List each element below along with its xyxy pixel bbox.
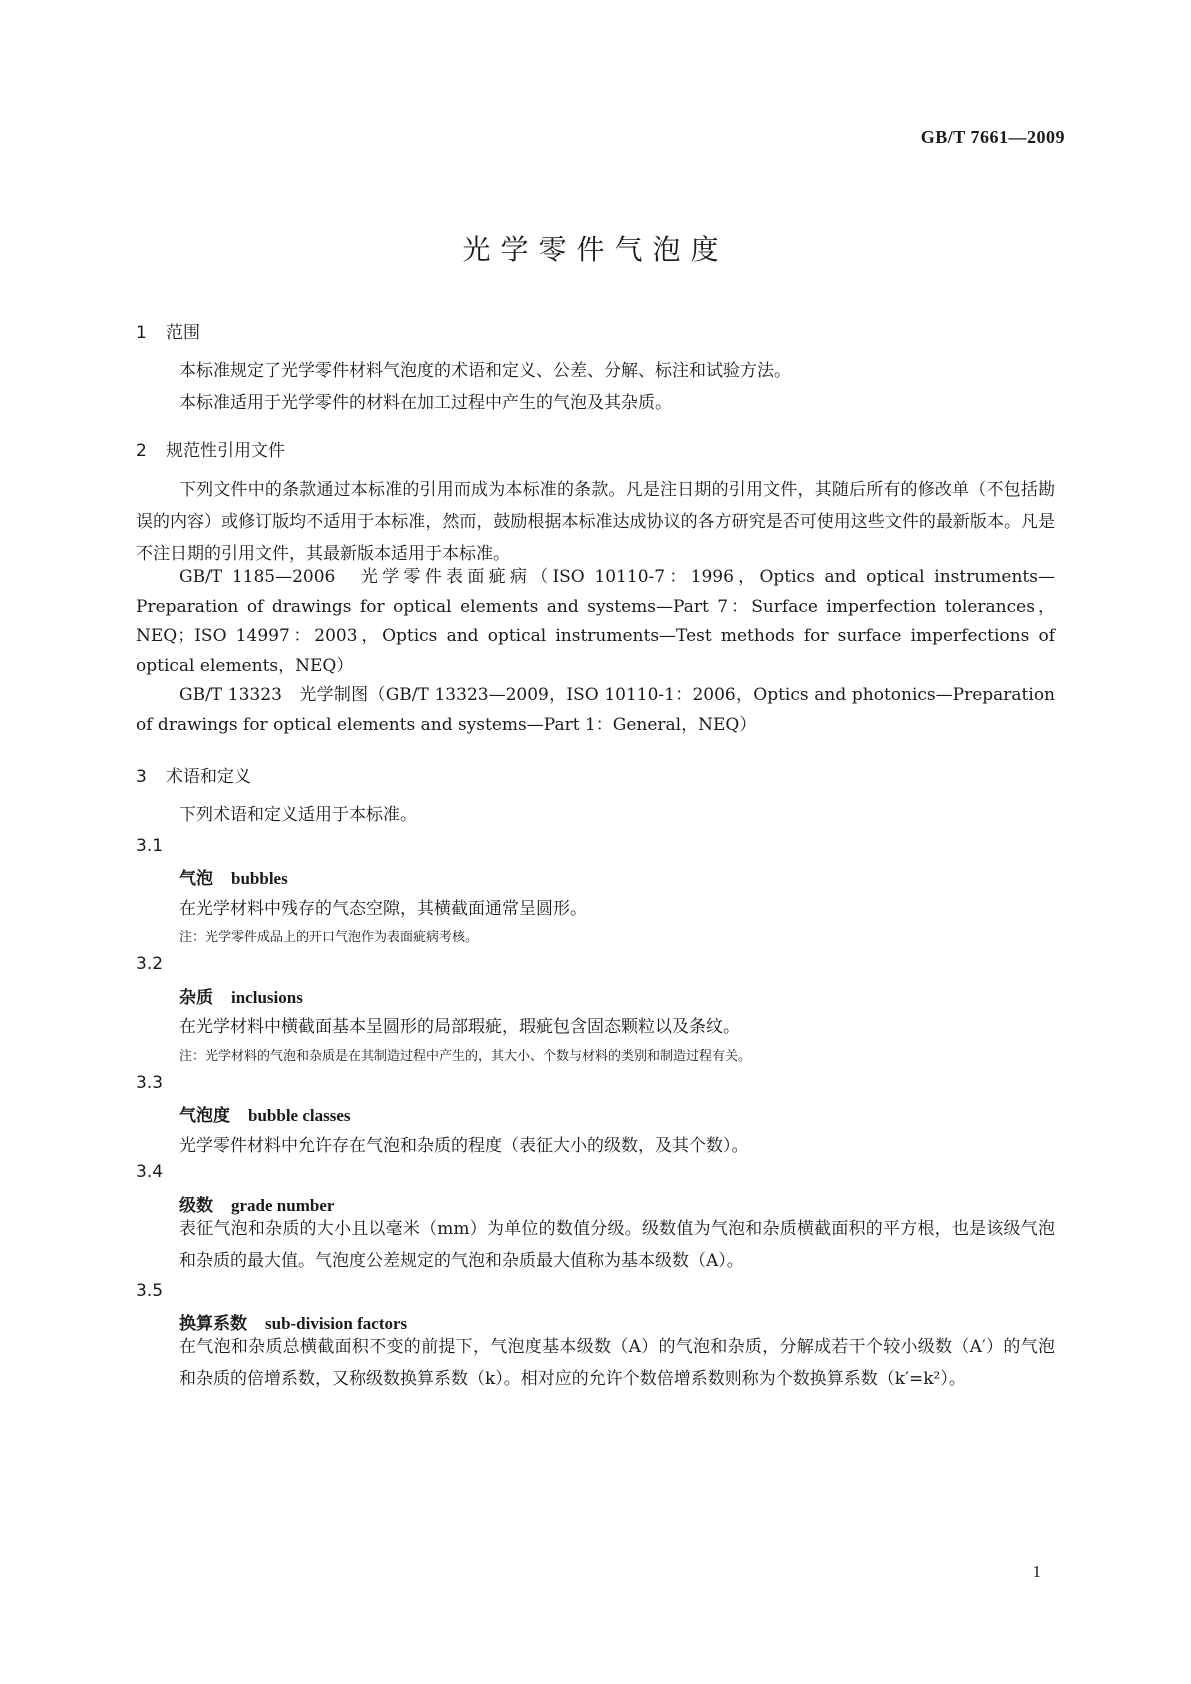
clause-number: 3.3 — [136, 1073, 164, 1093]
term-definition-text: 表征气泡和杂质的大小且以毫米（mm）为单位的数值分级。级数值为气泡和杂质横截面积的平方根，也是该级气泡和杂质的最大值。气泡度公差规定的气泡和杂质最大值称为基本级数（A）。 — [179, 1219, 1055, 1271]
term-cn: 级数 — [179, 1196, 213, 1216]
term-heading — [179, 1101, 351, 1126]
term-note: 注：光学材料的气泡和杂质是在其制造过程中产生的，其大小、个数与材料的类别和制造过程有关。 — [179, 1049, 752, 1064]
section-title: 术语和定义 — [166, 767, 251, 787]
section-number: 3 — [136, 767, 147, 787]
section-number: 2 — [136, 441, 147, 461]
term-heading — [179, 864, 288, 889]
term-en: bubbles — [231, 869, 288, 888]
page-number: 1 — [1032, 1562, 1041, 1581]
term-definition — [179, 1213, 1055, 1277]
term-note: 注：光学零件成品上的开口气泡作为表面疵病考核。 — [179, 930, 479, 945]
term-definition: 在光学材料中残存的气态空隙，其横截面通常呈圆形。 — [179, 899, 587, 919]
section-number: 1 — [136, 323, 147, 343]
term-cn: 气泡度 — [179, 1106, 230, 1126]
term-en: inclusions — [231, 988, 303, 1007]
section-title: 规范性引用文件 — [166, 441, 285, 461]
section-title: 范围 — [166, 323, 200, 343]
paragraph: 本标准适用于光学零件的材料在加工过程中产生的气泡及其杂质。 — [179, 393, 672, 413]
term-definition: 在光学材料中横截面基本呈圆形的局部瑕疵，瑕疵包含固态颗粒以及条纹。 — [179, 1017, 740, 1037]
section-3-heading — [136, 762, 251, 787]
term-en: sub-division factors — [265, 1314, 408, 1333]
clause-number: 3.4 — [136, 1162, 164, 1182]
clause-number: 3.5 — [136, 1281, 164, 1301]
reference-entry: GB/T 13323 光学制图（GB/T 13323—2009，ISO 10110-1：2006，Optics and photonics—Preparation of drawings for optical elements and systems—Part 1：General，NEQ） — [136, 685, 1055, 735]
section-2-heading — [136, 436, 285, 461]
term-heading — [179, 983, 303, 1008]
term-definition — [179, 1331, 1055, 1395]
term-definition: 光学零件材料中允许存在气泡和杂质的程度（表征大小的级数，及其个数）。 — [179, 1136, 749, 1156]
paragraph: 下列文件中的条款通过本标准的引用而成为本标准的条款。凡是注日期的引用文件，其随后所有的修改单（不包括勘误的内容）或修订版均不适用于本标准，然而，鼓励根据本标准达成协议的各方研究是否可使用这些文件的最新版本。凡是不注日期的引用文件，其最新版本适用于本标准。 — [136, 480, 1055, 564]
section-1-heading — [136, 318, 200, 343]
clause-number: 3.1 — [136, 836, 164, 856]
reference-entry: GB/T 1185—2006 光学零件表面疵病（ISO 10110-7：1996，Optics and optical instruments—Preparation of drawings for optical elements and systems—Part 7：Surface imperfection tolerances，NEQ；ISO 14997：2003，Optics and optical instruments—Test methods for surface imperfections of optical elements，NEQ） — [136, 567, 1055, 676]
term-en: grade number — [231, 1196, 335, 1215]
document-title: 光学零件气泡度 — [462, 233, 729, 266]
paragraph: 本标准规定了光学零件材料气泡度的术语和定义、公差、分解、标注和试验方法。 — [179, 361, 791, 381]
term-en: bubble classes — [248, 1106, 351, 1125]
term-cn: 杂质 — [179, 988, 213, 1008]
standard-number: GB/T 7661—2009 — [920, 127, 1065, 147]
term-cn: 换算系数 — [179, 1314, 247, 1334]
clause-number: 3.2 — [136, 954, 164, 974]
term-definition-text: 在气泡和杂质总横截面积不变的前提下，气泡度基本级数（A）的气泡和杂质，分解成若干个较小级数（A′）的气泡和杂质的倍增系数，又称级数换算系数（k）。相对应的允许个数倍增系数则称为个数换算系数（k′=k²）。 — [179, 1337, 1055, 1389]
term-cn: 气泡 — [179, 869, 213, 889]
paragraph: 下列术语和定义适用于本标准。 — [179, 805, 417, 825]
